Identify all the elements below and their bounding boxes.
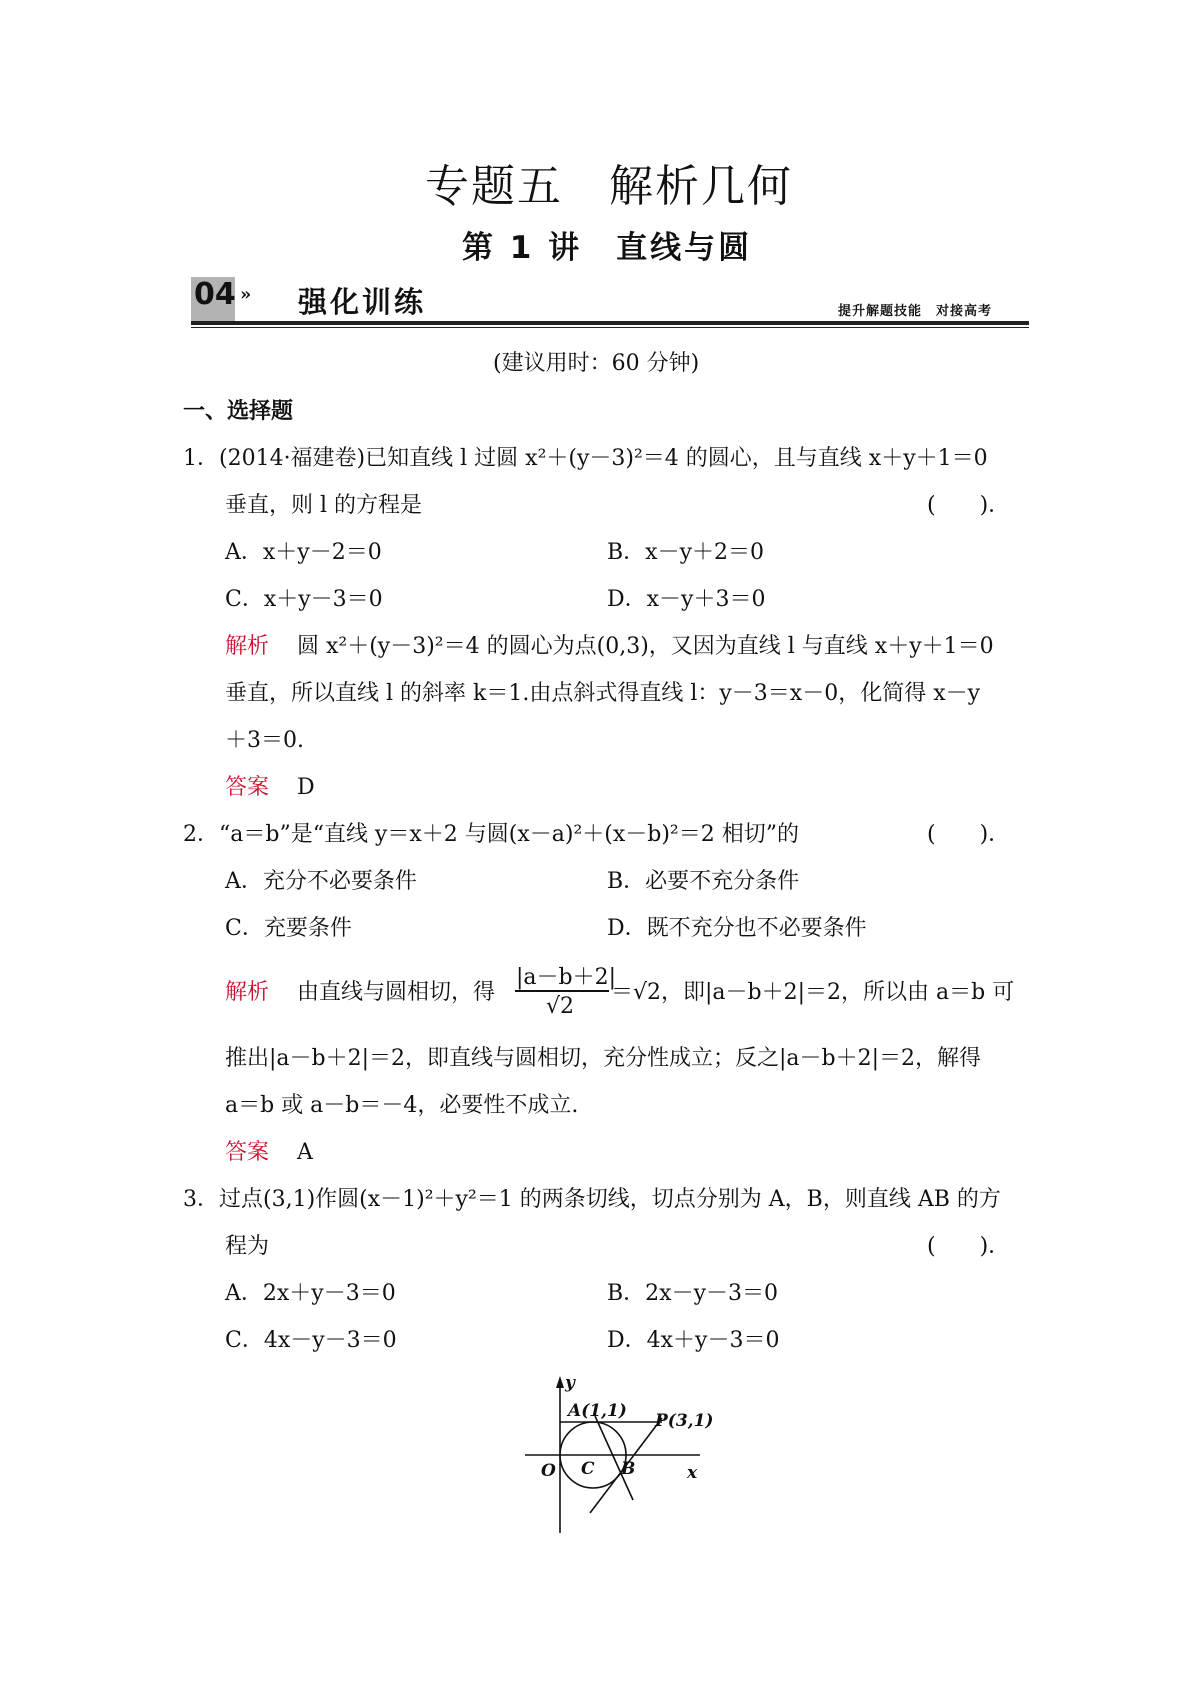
page-title: 专题五 解析几何 — [425, 161, 793, 212]
q3-geometry-figure — [515, 1368, 730, 1538]
q1-option-d: D．x－y＋3＝0 — [607, 587, 766, 612]
q2-option-c: C．充要条件 — [225, 916, 352, 941]
q2-fraction-denominator: √2 — [546, 994, 575, 1019]
q2-fraction-bar — [515, 990, 609, 992]
q1-stem-line1: 1．(2014·福建卷)已知直线 l 过圆 x²＋(y－3)²＝4 的圆心，且与直线 x＋y＋1＝0 — [183, 446, 988, 471]
page-subtitle: 第 1 讲 直线与圆 — [462, 230, 753, 266]
header-rule-thick — [191, 321, 1029, 325]
q2-option-a: A．充分不必要条件 — [225, 869, 417, 894]
q2-answer-blank: ( )． — [927, 822, 1011, 847]
q3-option-d: D．4x＋y－3＝0 — [607, 1328, 780, 1353]
q3-answer-blank: ( )． — [927, 1234, 1011, 1259]
section-header-title: 强化训练 — [298, 285, 427, 319]
q1-jiexi-label: 解析 — [225, 634, 270, 659]
section-header-tag: 提升解题技能 对接高考 — [838, 304, 993, 319]
q1-stem-line2: 垂直，则 l 的方程是 — [225, 493, 423, 518]
q1-jiexi-line1: 圆 x²＋(y－3)²＝4 的圆心为点(0,3)，又因为直线 l 与直线 x＋y＋1＝0 — [297, 634, 994, 659]
q1-option-c: C．x＋y－3＝0 — [225, 587, 383, 612]
q1-answer-blank: ( )． — [927, 493, 1011, 518]
q1-option-b: B．x－y＋2＝0 — [607, 540, 764, 565]
q3-stem-line1: 3．过点(3,1)作圆(x－1)²＋y²＝1 的两条切线，切点分别为 A，B，则直线 AB 的方 — [183, 1187, 1001, 1212]
label-y: y — [565, 1373, 575, 1393]
section-badge-arrow: » — [240, 284, 252, 305]
q2-fraction-numerator: |a－b＋2| — [516, 965, 617, 990]
q2-jiexi-pre: 由直线与圆相切，得 — [297, 980, 496, 1005]
q2-jiexi-label: 解析 — [225, 980, 270, 1005]
time-note: (建议用时：60 分钟) — [493, 351, 700, 376]
q1-jiexi-line3: ＋3＝0. — [225, 728, 304, 753]
q3-option-c: C．4x－y－3＝0 — [225, 1328, 397, 1353]
q3-option-a: A．2x＋y－3＝0 — [225, 1281, 396, 1306]
label-b: B — [621, 1459, 636, 1479]
q1-answer-value: D — [297, 775, 315, 800]
q1-option-a: A．x＋y－2＝0 — [225, 540, 382, 565]
label-o: O — [541, 1461, 556, 1481]
q3-option-b: B．2x－y－3＝0 — [607, 1281, 778, 1306]
label-c: C — [581, 1459, 595, 1479]
q2-jiexi-line3: a＝b 或 a－b＝－4，必要性不成立. — [225, 1093, 579, 1118]
section-badge-number: 04 — [194, 277, 236, 312]
q2-jiexi-post: ＝√2，即|a－b＋2|＝2，所以由 a＝b 可 — [611, 980, 1015, 1005]
label-a: A(1,1) — [568, 1401, 627, 1421]
section-heading: 一、选择题 — [183, 399, 294, 424]
header-rule-thin — [191, 327, 1029, 328]
y-axis-arrow — [556, 1376, 564, 1388]
q2-option-b: B．必要不充分条件 — [607, 869, 800, 894]
q2-stem-line1: 2．“a＝b”是“直线 y＝x＋2 与圆(x－a)²＋(x－b)²＝2 相切”的 — [183, 822, 799, 847]
q2-option-d: D．既不充分也不必要条件 — [607, 916, 867, 941]
q2-answer-value: A — [297, 1140, 313, 1165]
label-x: x — [687, 1463, 698, 1483]
q1-answer-label: 答案 — [225, 775, 270, 800]
q2-answer-label: 答案 — [225, 1140, 270, 1165]
q1-jiexi-line2: 垂直，所以直线 l 的斜率 k＝1.由点斜式得直线 l：y－3＝x－0，化简得 x－y — [225, 681, 981, 706]
label-p: P(3,1) — [655, 1411, 714, 1431]
q2-jiexi-line2: 推出|a－b＋2|＝2，即直线与圆相切，充分性成立；反之|a－b＋2|＝2，解得 — [225, 1046, 982, 1071]
q3-stem-line2: 程为 — [225, 1234, 270, 1259]
